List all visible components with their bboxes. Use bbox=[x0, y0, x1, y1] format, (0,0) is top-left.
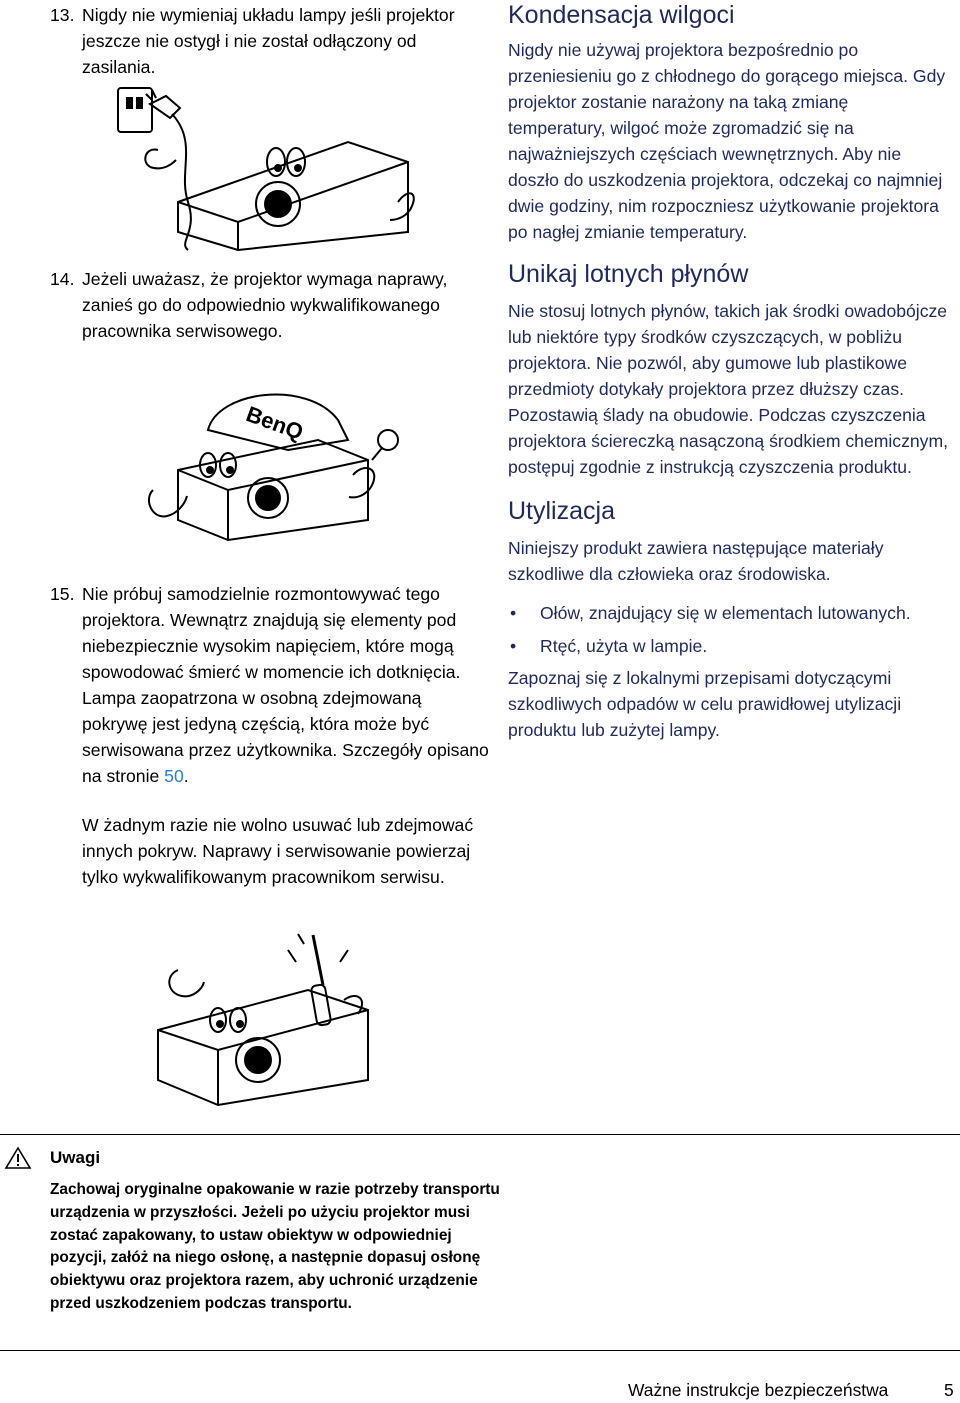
item-text: Nigdy nie wymieniaj układu lampy jeśli projektor jeszcze nie ostygł i nie został odłączony od zasilania. bbox=[82, 5, 455, 77]
brand-logo: BenQ bbox=[242, 401, 307, 445]
item-text-a: Nie próbuj samodzielnie rozmontowywać bbox=[82, 584, 401, 604]
item-text-b: tego projektora. bbox=[82, 584, 440, 630]
unplug-illustration bbox=[108, 82, 418, 252]
footer-title: Ważne instrukcje bezpieczeństwa bbox=[628, 1380, 889, 1400]
condensation-text: Nigdy nie używaj projektora bezpośrednio po przeniesieniu go z chłodnego do gorącego miejsca. Gdy projektor zostanie narażony na taką zmianę temperatury, wilgoć może zgromadzić się na najważniejszych częściach wewnętrznych. Aby nie doszło do uszkodzenia projektora, odczekaj co najmniej dwie godziny, nim rozpoczniesz użytkowanie projektora po nagłej zmianie temperatury. bbox=[508, 40, 946, 242]
item-13 bbox=[50, 2, 490, 80]
warning-icon bbox=[4, 1146, 32, 1170]
note-title: Uwagi bbox=[50, 1148, 101, 1167]
item-text: Jeżeli uważasz, że projektor wymaga naprawy, zanieś go do odpowiednio wykwalifikowanego pracownika serwisowego. bbox=[82, 269, 448, 341]
disposal-text: Niniejszy produkt zawiera następujące materiały szkodliwe dla człowieka oraz środowiska. bbox=[508, 538, 884, 584]
bullet-mark: • bbox=[510, 603, 517, 623]
no-disassembly-illustration bbox=[108, 930, 408, 1115]
page-link[interactable]: 50 bbox=[164, 766, 184, 786]
item-14 bbox=[50, 266, 490, 344]
note-body: Zachowaj oryginalne opakowanie w razie potrzeby transportu urządzenia w przyszłości. Jeżeli po użyciu projektor musi zostać zapakowany, to ustaw obiektyw w odpowiedniej pozycji, załóż na niego osłonę, a następnie dopasuj osłonę obiektywu oraz projektora razem, aby uchronić urządzenie przed uszkodzeniem podczas transportu. bbox=[50, 1181, 500, 1312]
paragraph-a: W żadnym razie nie wolno usuwać lub zdejmować innych pokryw. bbox=[82, 815, 474, 861]
warning-paragraph bbox=[50, 812, 490, 890]
note-top-rule bbox=[0, 1134, 960, 1135]
bullet-mark: • bbox=[510, 636, 517, 656]
list-item-text: Rtęć, użyta w lampie. bbox=[540, 636, 708, 656]
heading-volatile: Unikaj lotnych płynów bbox=[508, 260, 749, 288]
item-text-end: . bbox=[183, 766, 189, 786]
paragraph-b: Naprawy i serwisowanie powierzaj tylko wykwalifikowanym pracownikom serwisu. bbox=[82, 841, 471, 887]
page-number: 5 bbox=[944, 1380, 954, 1400]
item-number: 14. bbox=[50, 269, 75, 289]
volatile-text: Nie stosuj lotnych płynów, takich jak środki owadobójcze lub niektóre typy środków czyszczących, w pobliżu projektora. Nie pozwól, aby gumowe lub plastikowe przedmioty dotykały projektora przez dłuższy czas. Pozostawią ślady na obudowie. Podczas czyszczenia projektora ściereczką nasączoną środkiem chemicznym, postępuj zgodnie z instrukcją czyszczenia produktu. bbox=[508, 301, 949, 477]
item-number: 13. bbox=[50, 5, 75, 25]
item-15 bbox=[50, 581, 490, 789]
right-column bbox=[508, 0, 948, 743]
list-item-text: Ołów, znajdujący się w elementach lutowanych. bbox=[540, 603, 911, 623]
item-text-c: Wewnątrz znajdują się elementy pod niebezpiecznie wysokim napięciem, które mogą spowodować śmierć w momencie ich dotknięcia. Lampa zaopatrzona w osobną zdejmowaną pokrywę jest jedyną częścią, która może być serwisowana przez użytkownika. Szczegóły opisano na stronie bbox=[82, 610, 489, 786]
disposal-note: Zapoznaj się z lokalnymi przepisami dotyczącymi szkodliwych odpadów w celu prawidłowej utylizacji produktu lub zużytej lampy. bbox=[508, 668, 902, 740]
heading-condensation: Kondensacja wilgoci bbox=[508, 1, 735, 29]
service-illustration bbox=[138, 380, 418, 550]
list-item bbox=[508, 600, 948, 626]
heading-disposal: Utylizacja bbox=[508, 497, 615, 525]
note-bottom-rule bbox=[0, 1350, 960, 1351]
item-text bbox=[82, 581, 490, 789]
list-item bbox=[508, 633, 948, 659]
item-number: 15. bbox=[50, 584, 75, 604]
